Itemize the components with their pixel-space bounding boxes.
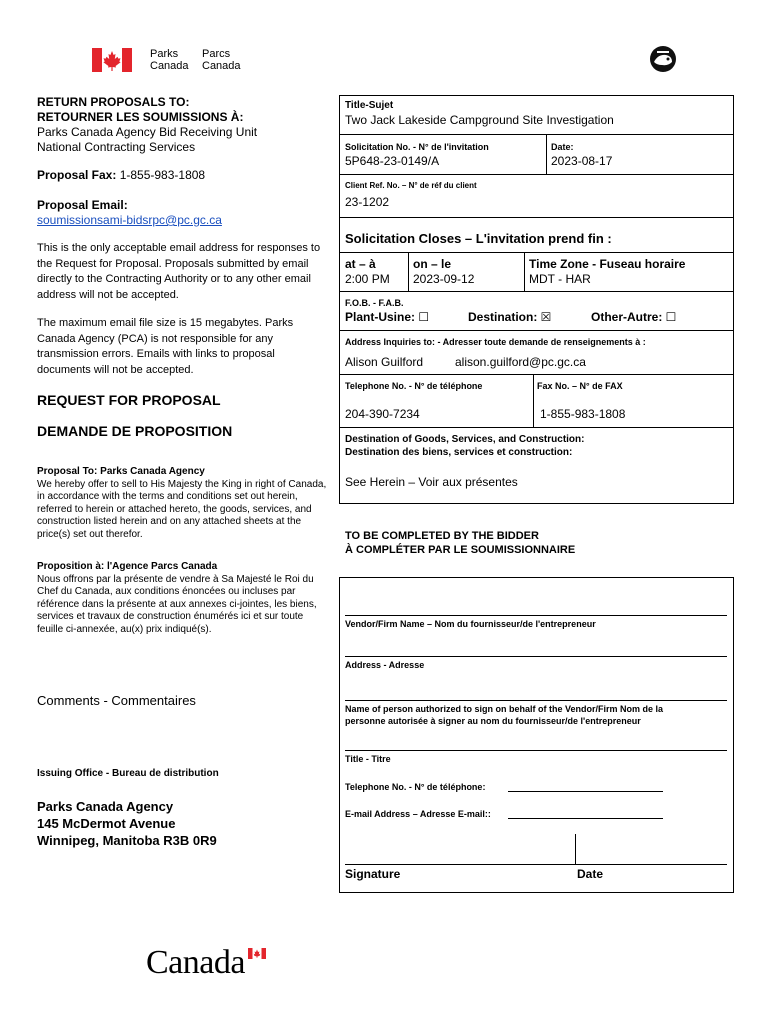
logo-parks-fr-line2: Canada bbox=[202, 60, 241, 72]
address-field[interactable] bbox=[345, 656, 727, 657]
signature-field[interactable] bbox=[345, 864, 727, 865]
closing-time-label: at – à bbox=[345, 257, 376, 271]
client-ref-value: 23-1202 bbox=[345, 195, 390, 209]
destination-goods-fr: Destination des biens, services et construction: bbox=[345, 447, 573, 458]
fob-plant-checkbox[interactable]: Plant-Usine: ☐ bbox=[345, 310, 430, 324]
bidder-email-label: E-mail Address – Adresse E-mail:: bbox=[345, 809, 491, 819]
time-zone-value: MDT - HAR bbox=[529, 272, 591, 286]
authorized-person-label: Name of person authorized to sign on behalf of the Vendor/Firm Nom de la personne autorisée à signer au nom du fournisseur/de l'entrepreneur bbox=[345, 704, 664, 726]
proposal-email-label: Proposal Email: bbox=[37, 198, 128, 212]
office-line2: 145 McDermot Avenue bbox=[37, 816, 176, 831]
title-field[interactable] bbox=[345, 750, 727, 751]
phone-value: 204-390-7234 bbox=[345, 407, 420, 421]
solicitation-no-value: 5P648-23-0149/A bbox=[345, 154, 440, 168]
contact-email[interactable]: alison.guilford@pc.gc.ca bbox=[455, 355, 586, 369]
solicitation-no-label: Solicitation No. - N° de l'invitation bbox=[345, 142, 489, 152]
bidder-email-field[interactable] bbox=[508, 818, 663, 819]
bidder-phone-field[interactable] bbox=[508, 791, 663, 792]
date-label: Date: bbox=[551, 142, 574, 152]
canada-wordmark-text: Canada bbox=[146, 944, 245, 981]
proposal-fax-label: Proposal Fax: bbox=[37, 168, 117, 182]
logo-parks-fr-line1: Parcs bbox=[202, 48, 231, 60]
time-zone-label: Time Zone - Fuseau horaire bbox=[529, 257, 686, 271]
inquiries-label: Address Inquiries to: - Adresser toute demande de renseignements à : bbox=[345, 337, 646, 347]
contact-name: Alison Guilford bbox=[345, 355, 424, 369]
logo-parks-en-line1: Parks bbox=[150, 48, 179, 60]
office-line3: Winnipeg, Manitoba R3B 0R9 bbox=[37, 833, 217, 848]
closing-date-label: on – le bbox=[413, 257, 452, 271]
fax-value: 1-855-983-1808 bbox=[540, 407, 626, 421]
bidder-heading-fr: À COMPLÉTER PAR LE SOUMISSIONNAIRE bbox=[345, 544, 576, 556]
title-field-label: Title - Titre bbox=[345, 754, 391, 764]
fob-other-checkbox[interactable]: Other-Autre: ☐ bbox=[591, 310, 677, 324]
comments-label: Comments - Commentaires bbox=[37, 693, 196, 708]
beaver-emblem-icon bbox=[648, 44, 678, 74]
closing-date-value: 2023-09-12 bbox=[413, 272, 475, 286]
email-policy-paragraph: This is the only acceptable email address for responses to the Request for Proposal. Proposals submitted by email directly to the Contracting Authority or to any other email address will not be accepted. bbox=[37, 242, 321, 301]
return-address-line2: National Contracting Services bbox=[37, 140, 196, 154]
proposal-fax-value: 1-855-983-1808 bbox=[116, 168, 206, 182]
proposal-to-title: Proposal To: Parks Canada Agency bbox=[37, 466, 205, 477]
rfp-title-fr: DEMANDE DE PROPOSITION bbox=[37, 423, 233, 439]
fax-label: Fax No. – N° de FAX bbox=[537, 381, 623, 391]
proposal-fax bbox=[37, 168, 205, 183]
canada-flag-icon bbox=[92, 48, 132, 72]
address-label: Address - Adresse bbox=[345, 660, 425, 670]
return-title-fr: RETOURNER LES SOUMISSIONS À: bbox=[37, 110, 244, 124]
title-value: Two Jack Lakeside Campground Site Investigation bbox=[345, 113, 614, 127]
proposition-text: Nous offrons par la présente de vendre à Sa Majesté le Roi du Chef du Canada, aux conditions énoncées ou incluses par référence dans la présente at aux annexes ci-jointes, les biens, services et travaux de construction énumérés ici et sur toute feuille ci-annexée, au(x) prix indiqué(s). bbox=[37, 573, 317, 635]
fob-label: F.O.B. - F.A.B. bbox=[345, 298, 404, 308]
authorized-person-field[interactable] bbox=[345, 700, 727, 701]
parks-canada-logo bbox=[92, 47, 252, 73]
proposal-email-link[interactable]: soumissionsami-bidsrpc@pc.gc.ca bbox=[37, 213, 222, 227]
solicitation-closes-title: Solicitation Closes – L'invitation prend fin : bbox=[345, 231, 612, 246]
vendor-name-label: Vendor/Firm Name – Nom du fournisseur/de l'entrepreneur bbox=[345, 619, 596, 629]
rfp-title-en: REQUEST FOR PROPOSAL bbox=[37, 392, 221, 408]
file-size-paragraph: The maximum email file size is 15 megabytes. Parks Canada Agency (PCA) is not responsible for any transmission errors. Emails with links to proposal documents will not be accepted. bbox=[37, 317, 294, 376]
client-ref-label: Client Ref. No. – N° de réf du client bbox=[345, 181, 477, 190]
office-line1: Parks Canada Agency bbox=[37, 799, 174, 814]
proposition-title: Proposition à: l'Agence Parcs Canada bbox=[37, 561, 218, 572]
return-title-en: RETURN PROPOSALS TO: bbox=[37, 95, 190, 109]
logo-parks-en-line2: Canada bbox=[150, 60, 189, 72]
bidder-phone-label: Telephone No. - N° de téléphone: bbox=[345, 782, 486, 792]
signature-label: Signature bbox=[345, 867, 401, 881]
bidder-heading-en: TO BE COMPLETED BY THE BIDDER bbox=[345, 530, 539, 542]
wordmark-flag-icon bbox=[248, 948, 266, 959]
fob-destination-checkbox[interactable]: Destination: ☒ bbox=[468, 310, 552, 324]
phone-label: Telephone No. - N° de téléphone bbox=[345, 381, 483, 391]
closing-time-value: 2:00 PM bbox=[345, 272, 390, 286]
issuing-office-label: Issuing Office - Bureau de distribution bbox=[37, 768, 219, 779]
proposal-to-text: We hereby offer to sell to His Majesty the King in right of Canada, in accordance with the terms and conditions set out herein, referred to herein or attached hereto, the goods, services, and construction listed herein and on any attached sheets at the price(s) set out therefor. bbox=[37, 478, 327, 540]
vendor-name-field[interactable] bbox=[345, 615, 727, 616]
destination-goods-en: Destination of Goods, Services, and Construction: bbox=[345, 434, 585, 445]
date-value: 2023-08-17 bbox=[551, 154, 613, 168]
destination-goods-value: See Herein – Voir aux présentes bbox=[345, 475, 518, 489]
return-address-line1: Parks Canada Agency Bid Receiving Unit bbox=[37, 125, 258, 139]
title-label: Title-Sujet bbox=[345, 100, 394, 111]
signature-date-label: Date bbox=[577, 867, 604, 881]
